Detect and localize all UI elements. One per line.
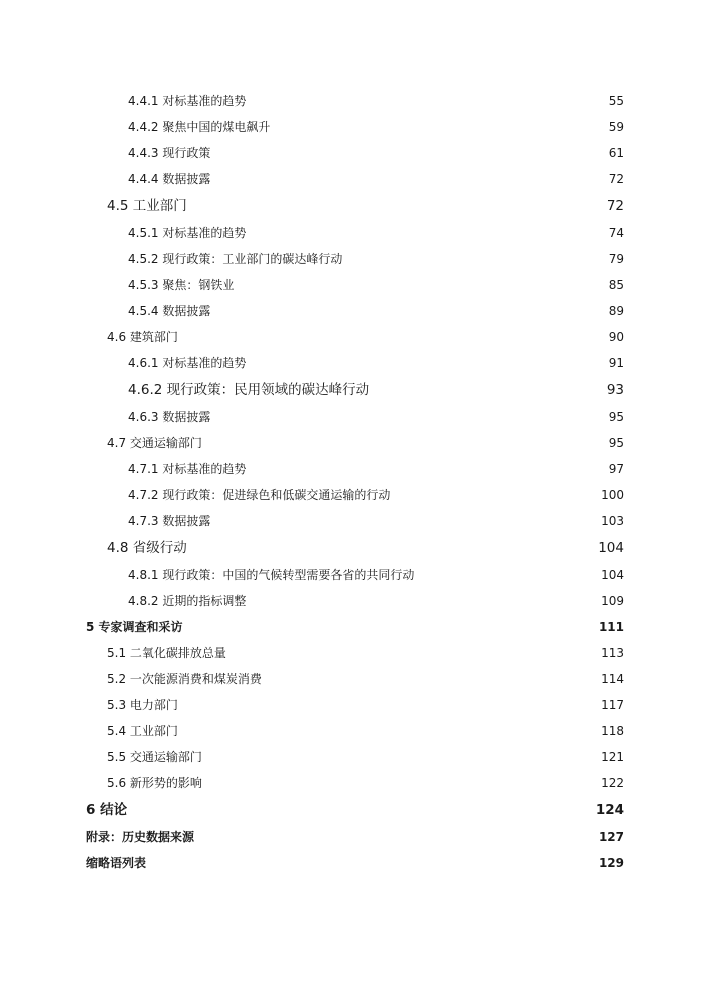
toc-entry-label: 4.5.1 对标基准的趋势	[128, 226, 247, 240]
toc-entry-page: 109	[601, 594, 624, 608]
toc-entry-4-5[interactable]	[0, 196, 710, 216]
toc-entry-4-6-1[interactable]	[0, 353, 710, 373]
toc-entry-4-6-2[interactable]	[0, 380, 710, 400]
toc-entry-4-7-2[interactable]	[0, 485, 710, 505]
toc-entry-page: 117	[601, 698, 624, 712]
toc-entry-5-6[interactable]	[0, 773, 710, 793]
toc-entry-4-4-4[interactable]	[0, 169, 710, 189]
toc-entry-5[interactable]	[0, 617, 710, 637]
toc-entry-label: 5.4 工业部门	[107, 724, 178, 738]
toc-entry-label: 附录：历史数据来源	[86, 830, 195, 844]
toc-entry-label: 4.4.4 数据披露	[128, 172, 211, 186]
toc-entry-page: 89	[608, 304, 624, 318]
toc-entry-page: 104	[598, 540, 624, 556]
toc-entry-label: 4.5.3 聚焦：钢铁业	[128, 278, 235, 292]
toc-entry-4-7[interactable]	[0, 433, 710, 453]
toc-entry-4-5-4[interactable]	[0, 301, 710, 321]
toc-entry-4-5-1[interactable]	[0, 223, 710, 243]
toc-entry-page: 127	[598, 830, 624, 844]
toc-entry-4-7-3[interactable]	[0, 511, 710, 531]
toc-entry-label: 4.4.1 对标基准的趋势	[128, 94, 247, 108]
toc-entry-label: 4.8.1 现行政策：中国的气候转型需要各省的共同行动	[128, 568, 415, 582]
toc-entry-page: 118	[601, 724, 624, 738]
toc-entry-4-6-3[interactable]	[0, 407, 710, 427]
toc-entry-page: 85	[608, 278, 624, 292]
toc-entry-label: 4.4.2 聚焦中国的煤电飙升	[128, 120, 271, 134]
toc-entry-5-1[interactable]	[0, 643, 710, 663]
toc-entry-label: 4.5.2 现行政策：工业部门的碳达峰行动	[128, 252, 343, 266]
toc-entry-label: 4.8 省级行动	[107, 540, 187, 556]
toc-entry-page: 111	[598, 620, 624, 634]
toc-entry-page: 72	[606, 198, 624, 214]
toc-entry-6[interactable]	[0, 800, 710, 820]
toc-entry-page: 104	[601, 568, 624, 582]
toc-entry-page: 100	[601, 488, 624, 502]
toc-entry-page: 79	[608, 252, 624, 266]
toc-entry-label: 4.7.3 数据披露	[128, 514, 211, 528]
toc-entry-4-8-1[interactable]	[0, 565, 710, 585]
toc-entry-page: 93	[606, 382, 624, 398]
toc-entry-label: 4.4.3 现行政策	[128, 146, 211, 160]
toc-entry-5-2[interactable]	[0, 669, 710, 689]
toc-entry-4-5-2[interactable]	[0, 249, 710, 269]
toc-entry-label: 5.5 交通运输部门	[107, 750, 202, 764]
toc-entry-page: 55	[608, 94, 624, 108]
toc-entry-4-5-3[interactable]	[0, 275, 710, 295]
toc-entry-page: 122	[601, 776, 624, 790]
toc-entry-5-4[interactable]	[0, 721, 710, 741]
toc-entry-5-5[interactable]	[0, 747, 710, 767]
toc-entry-page: 95	[608, 410, 624, 424]
toc-entry-label: 4.8.2 近期的指标调整	[128, 594, 247, 608]
toc-entry-page: 114	[601, 672, 624, 686]
toc-entry-page: 97	[608, 462, 624, 476]
toc-entry-label: 4.6.3 数据披露	[128, 410, 211, 424]
toc-entry-label: 4.7.1 对标基准的趋势	[128, 462, 247, 476]
toc-entry-page: 90	[608, 330, 624, 344]
toc-entry-4-4-1[interactable]	[0, 91, 710, 111]
toc-entry-label: 4.6 建筑部门	[107, 330, 178, 344]
toc-entry-abbreviations[interactable]	[0, 853, 710, 873]
toc-entry-label: 缩略语列表	[86, 856, 147, 870]
toc-entry-4-4-3[interactable]	[0, 143, 710, 163]
toc-entry-page: 121	[601, 750, 624, 764]
toc-entry-label: 5.1 二氧化碳排放总量	[107, 646, 226, 660]
toc-entry-label: 4.5.4 数据披露	[128, 304, 211, 318]
toc-entry-label: 6 结论	[86, 802, 128, 818]
toc-entry-label: 5.6 新形势的影响	[107, 776, 202, 790]
toc-entry-label: 4.6.1 对标基准的趋势	[128, 356, 247, 370]
toc-entry-label: 4.5 工业部门	[107, 198, 187, 214]
toc-entry-4-6[interactable]	[0, 327, 710, 347]
toc-entry-appendix[interactable]	[0, 827, 710, 847]
toc-entry-label: 4.7.2 现行政策：促进绿色和低碳交通运输的行动	[128, 488, 391, 502]
toc-entry-page: 95	[608, 436, 624, 450]
toc-entry-4-7-1[interactable]	[0, 459, 710, 479]
toc-entry-label: 5.3 电力部门	[107, 698, 178, 712]
toc-entry-page: 113	[601, 646, 624, 660]
toc-entry-page: 91	[608, 356, 624, 370]
toc-entry-5-3[interactable]	[0, 695, 710, 715]
toc-entry-4-8-2[interactable]	[0, 591, 710, 611]
toc-entry-label: 5.2 一次能源消费和煤炭消费	[107, 672, 262, 686]
toc-entry-page: 61	[608, 146, 624, 160]
toc-entry-label: 5 专家调查和采访	[86, 620, 183, 634]
toc-entry-label: 4.6.2 现行政策：民用领域的碳达峰行动	[128, 382, 370, 398]
toc-entry-page: 72	[608, 172, 624, 186]
toc-entry-4-4-2[interactable]	[0, 117, 710, 137]
toc-entry-page: 103	[601, 514, 624, 528]
toc-entry-4-8[interactable]	[0, 538, 710, 558]
toc-entry-page: 129	[598, 856, 624, 870]
toc-entry-label: 4.7 交通运输部门	[107, 436, 202, 450]
toc-entry-page: 74	[608, 226, 624, 240]
toc-entry-page: 59	[608, 120, 624, 134]
toc-entry-page: 124	[595, 802, 624, 818]
